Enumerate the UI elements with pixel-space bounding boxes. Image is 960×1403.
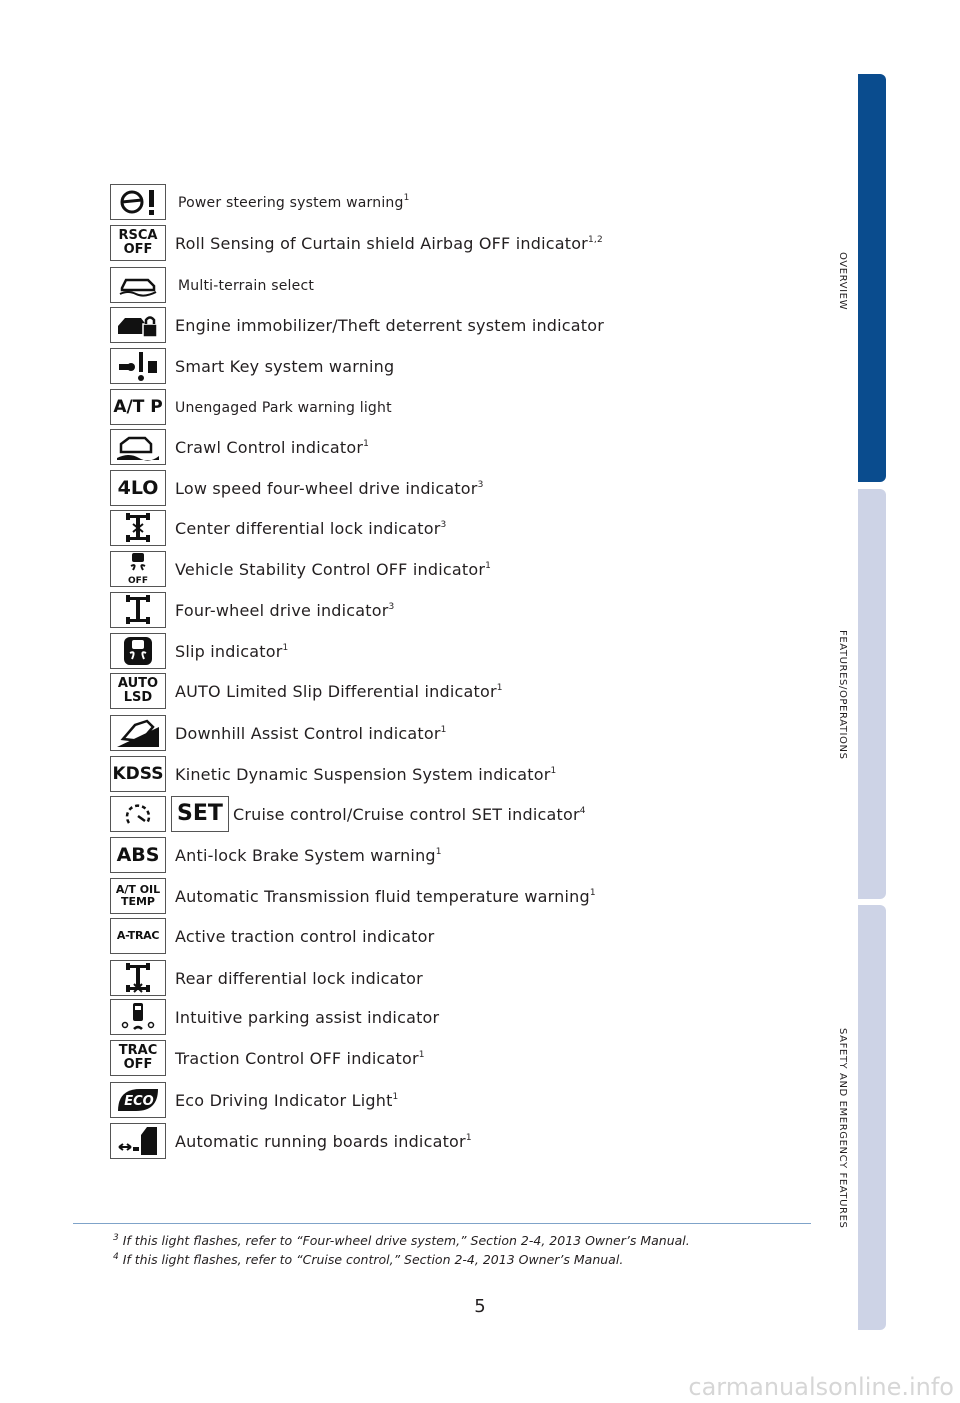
indicator-row-crawl-control [110, 428, 369, 466]
indicator-label: Unengaged Park warning light [175, 400, 392, 416]
indicator-row-power-steering [110, 183, 410, 221]
tab-overview[interactable] [858, 74, 886, 482]
footnote-4: $^4$ If this light flashes, refer to “Cruise control,” Section 2-4, 2013 Owner’s Manual. [113, 1252, 624, 1268]
center-diff-lock-icon [110, 510, 166, 546]
indicator-label: Roll Sensing of Curtain shield Airbag OFF indicator$^{1,2}$ [175, 233, 603, 253]
indicator-row-at-oil-temp [110, 877, 596, 915]
parking-assist-icon [110, 999, 166, 1035]
indicator-label: Four-wheel drive indicator$^3$ [175, 600, 395, 620]
indicator-label: Power steering system warning$^1$ [178, 193, 410, 211]
crawl-control-icon [110, 429, 166, 465]
tab-safety-emergency[interactable] [858, 905, 886, 1330]
indicator-label: Engine immobilizer/Theft deterrent system indicator [175, 315, 605, 335]
indicator-label: Crawl Control indicator$^1$ [175, 437, 370, 457]
indicator-label: Rear differential lock indicator [175, 968, 423, 988]
indicator-row-slip [110, 632, 288, 670]
kdss-icon: KDSS [110, 756, 166, 792]
trac-off-icon: TRAC OFF [110, 1040, 166, 1076]
indicator-label: Low speed four-wheel drive indicator$^3$ [175, 478, 484, 498]
four-wheel-drive-icon [110, 592, 166, 628]
indicator-label: Multi-terrain select [178, 278, 315, 294]
indicator-row-unengaged-park [110, 388, 392, 426]
at-p-icon: A/T P [110, 389, 166, 425]
indicator-label: Center differential lock indicator$^3$ [175, 518, 447, 538]
smart-key-icon [110, 348, 166, 384]
indicator-row-immobilizer [110, 306, 604, 344]
eco-driving-icon [110, 1082, 166, 1118]
indicator-row-four-lo [110, 469, 484, 507]
immobilizer-car-lock-icon [110, 307, 166, 343]
indicator-label: Vehicle Stability Control OFF indicator$^1$ [175, 559, 492, 579]
indicator-row-rsca-off [110, 224, 603, 262]
running-boards-icon [110, 1123, 166, 1159]
auto-lsd-icon: AUTO LSD [110, 673, 166, 709]
indicator-row-four-wheel-drive [110, 591, 394, 629]
a-trac-icon: A-TRAC [110, 918, 166, 954]
indicator-row-running-boards [110, 1122, 472, 1160]
footnote-3: $^3$ If this light flashes, refer to “Four-wheel drive system,” Section 2-4, 2013 Owner’s Manual. [113, 1233, 690, 1249]
indicator-row-cruise-control [110, 795, 586, 833]
cruise-set-icon: SET [171, 796, 229, 832]
indicator-row-kdss [110, 755, 556, 793]
indicator-label: AUTO Limited Slip Differential indicator$^1$ [175, 681, 503, 701]
indicator-row-rear-diff-lock [110, 959, 423, 997]
indicator-row-auto-lsd [110, 672, 503, 710]
indicator-label: Active traction control indicator [175, 926, 435, 946]
svg-text:OFF: OFF [128, 576, 148, 586]
indicator-row-smart-key [110, 347, 394, 385]
indicator-label: Cruise control/Cruise control SET indicator$^4$ [233, 804, 586, 824]
indicator-row-trac-off [110, 1039, 425, 1077]
indicator-row-abs [110, 836, 442, 874]
page-number: 5 [474, 1296, 486, 1317]
indicator-row-a-trac [110, 917, 434, 955]
indicator-row-downhill-assist [110, 714, 447, 752]
indicator-label: Intuitive parking assist indicator [175, 1007, 440, 1027]
indicator-label: Traction Control OFF indicator$^1$ [175, 1048, 425, 1068]
tab-features-operations[interactable] [858, 489, 886, 899]
footnotes [73, 1223, 811, 1268]
indicator-label: Kinetic Dynamic Suspension System indicator$^1$ [175, 764, 557, 784]
indicator-label: Eco Driving Indicator Light$^1$ [175, 1090, 399, 1110]
abs-icon: ABS [110, 837, 166, 873]
at-oil-temp-icon: A/T OIL TEMP [110, 878, 166, 914]
four-lo-icon: 4LO [110, 470, 166, 506]
indicator-row-vsc-off [110, 550, 491, 588]
rear-diff-lock-icon [110, 960, 166, 996]
indicator-label: Automatic running boards indicator$^1$ [175, 1131, 472, 1151]
indicator-row-parking-assist [110, 998, 439, 1036]
indicator-row-multi-terrain [110, 266, 314, 304]
power-steering-warning-icon [110, 184, 166, 220]
rsca-off-icon: RSCA OFF [110, 225, 166, 261]
svg-text:ECO: ECO [124, 1094, 154, 1109]
downhill-assist-icon [110, 715, 166, 751]
watermark: carmanualsonline.info [688, 1373, 954, 1401]
indicator-label: Anti-lock Brake System warning$^1$ [175, 845, 442, 865]
indicator-row-center-diff-lock [110, 509, 446, 547]
indicator-label: Downhill Assist Control indicator$^1$ [175, 723, 447, 743]
indicator-label: Slip indicator$^1$ [175, 641, 289, 661]
cruise-control-icon [110, 796, 166, 832]
indicator-label: Smart Key system warning [175, 356, 395, 376]
vsc-off-icon [110, 551, 166, 587]
indicator-label: Automatic Transmission fluid temperature warning$^1$ [175, 886, 596, 906]
multi-terrain-select-icon [110, 267, 166, 303]
slip-indicator-icon [110, 633, 166, 669]
indicator-row-eco [110, 1081, 398, 1119]
